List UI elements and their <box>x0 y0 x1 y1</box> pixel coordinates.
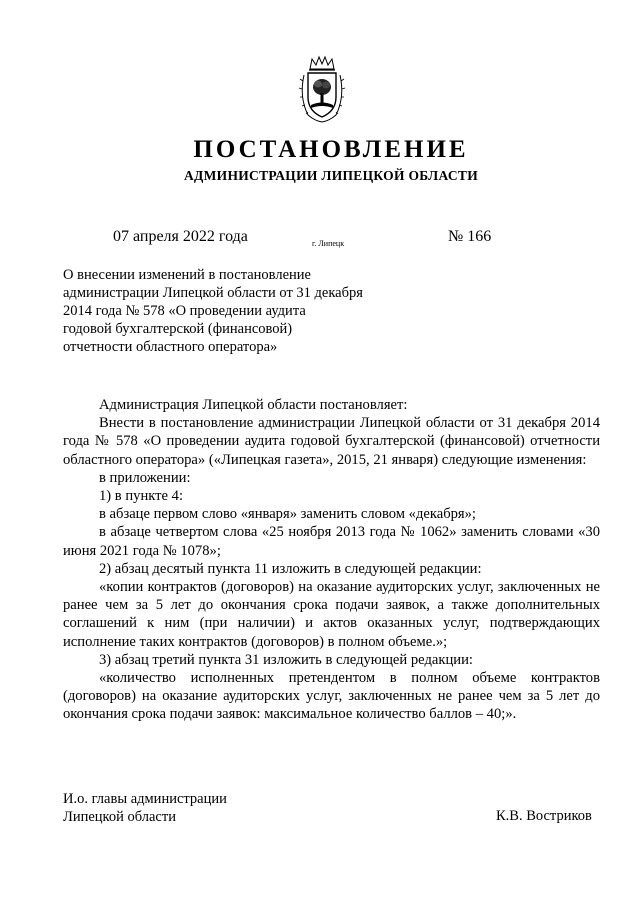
document-heading <box>63 266 403 356</box>
signature-name: К.В. Востриков <box>496 808 592 824</box>
body-paragraph: в абзаце четвертом слова «25 ноября 2013 года № 1062» заменить словами «30 июня 2021 года № 1078»; <box>63 524 600 559</box>
coat-of-arms-icon <box>298 55 346 125</box>
body-paragraph: «копии контрактов (договоров) на оказание аудиторских услуг, заключенных не ранее чем за 5 лет до окончания срока подачи заявок, а также дополнительных соглашений к ним (при наличии) и актов оказанных услуг, подтверждающих исполнение таких контрактов (договоров) в полном объеме.»; <box>63 579 600 650</box>
body-paragraph: в абзаце первом слово «января» заменить словом «декабря»; <box>99 506 476 523</box>
body-paragraph: в приложении: <box>99 469 191 486</box>
document-title: ПОСТАНОВЛЕНИЕ <box>193 136 469 163</box>
document-body <box>63 396 600 724</box>
body-paragraph: 2) абзац десятый пункта 11 изложить в следующей редакции: <box>99 560 482 577</box>
document-city: г. Липецк <box>312 239 345 248</box>
heading-line: администрации Липецкой области от 31 декабря <box>63 285 363 301</box>
body-paragraph: 1) в пункте 4: <box>99 488 184 505</box>
heading-line: годовой бухгалтерской (финансовой) <box>63 321 293 337</box>
document-date: 07 апреля 2022 года <box>113 228 248 245</box>
signature-position <box>63 790 227 826</box>
body-paragraph: Внести в постановление администрации Липецкой области от 31 декабря 2014 года № 578 «О проведении аудита годовой бухгалтерской (финансовой) отчетности областного оператора» («Липецкая газета», 2015, 21 января) следующие изменения: <box>63 415 600 468</box>
body-paragraph: Администрация Липецкой области постановляет: <box>99 397 408 413</box>
signature-position-line: Липецкой области <box>63 809 176 825</box>
document-subtitle: АДМИНИСТРАЦИИ ЛИПЕЦКОЙ ОБЛАСТИ <box>183 168 479 183</box>
body-paragraph: 3) абзац третий пункта 31 изложить в следующей редакции: <box>99 651 473 668</box>
document-number: № 166 <box>448 228 492 245</box>
heading-line: 2014 года № 578 «О проведении аудита <box>63 303 306 319</box>
heading-line: О внесении изменений в постановление <box>63 267 311 283</box>
signature-position-line: И.о. главы администрации <box>63 791 227 807</box>
heading-line: отчетности областного оператора» <box>63 339 278 355</box>
body-paragraph: «количество исполненных претендентом в полном объеме контрактов (договоров) на оказание аудиторских услуг, заключенных не ранее чем за 5 лет до окончания срока подачи заявок: максимальное количество баллов – 40;». <box>63 670 600 723</box>
